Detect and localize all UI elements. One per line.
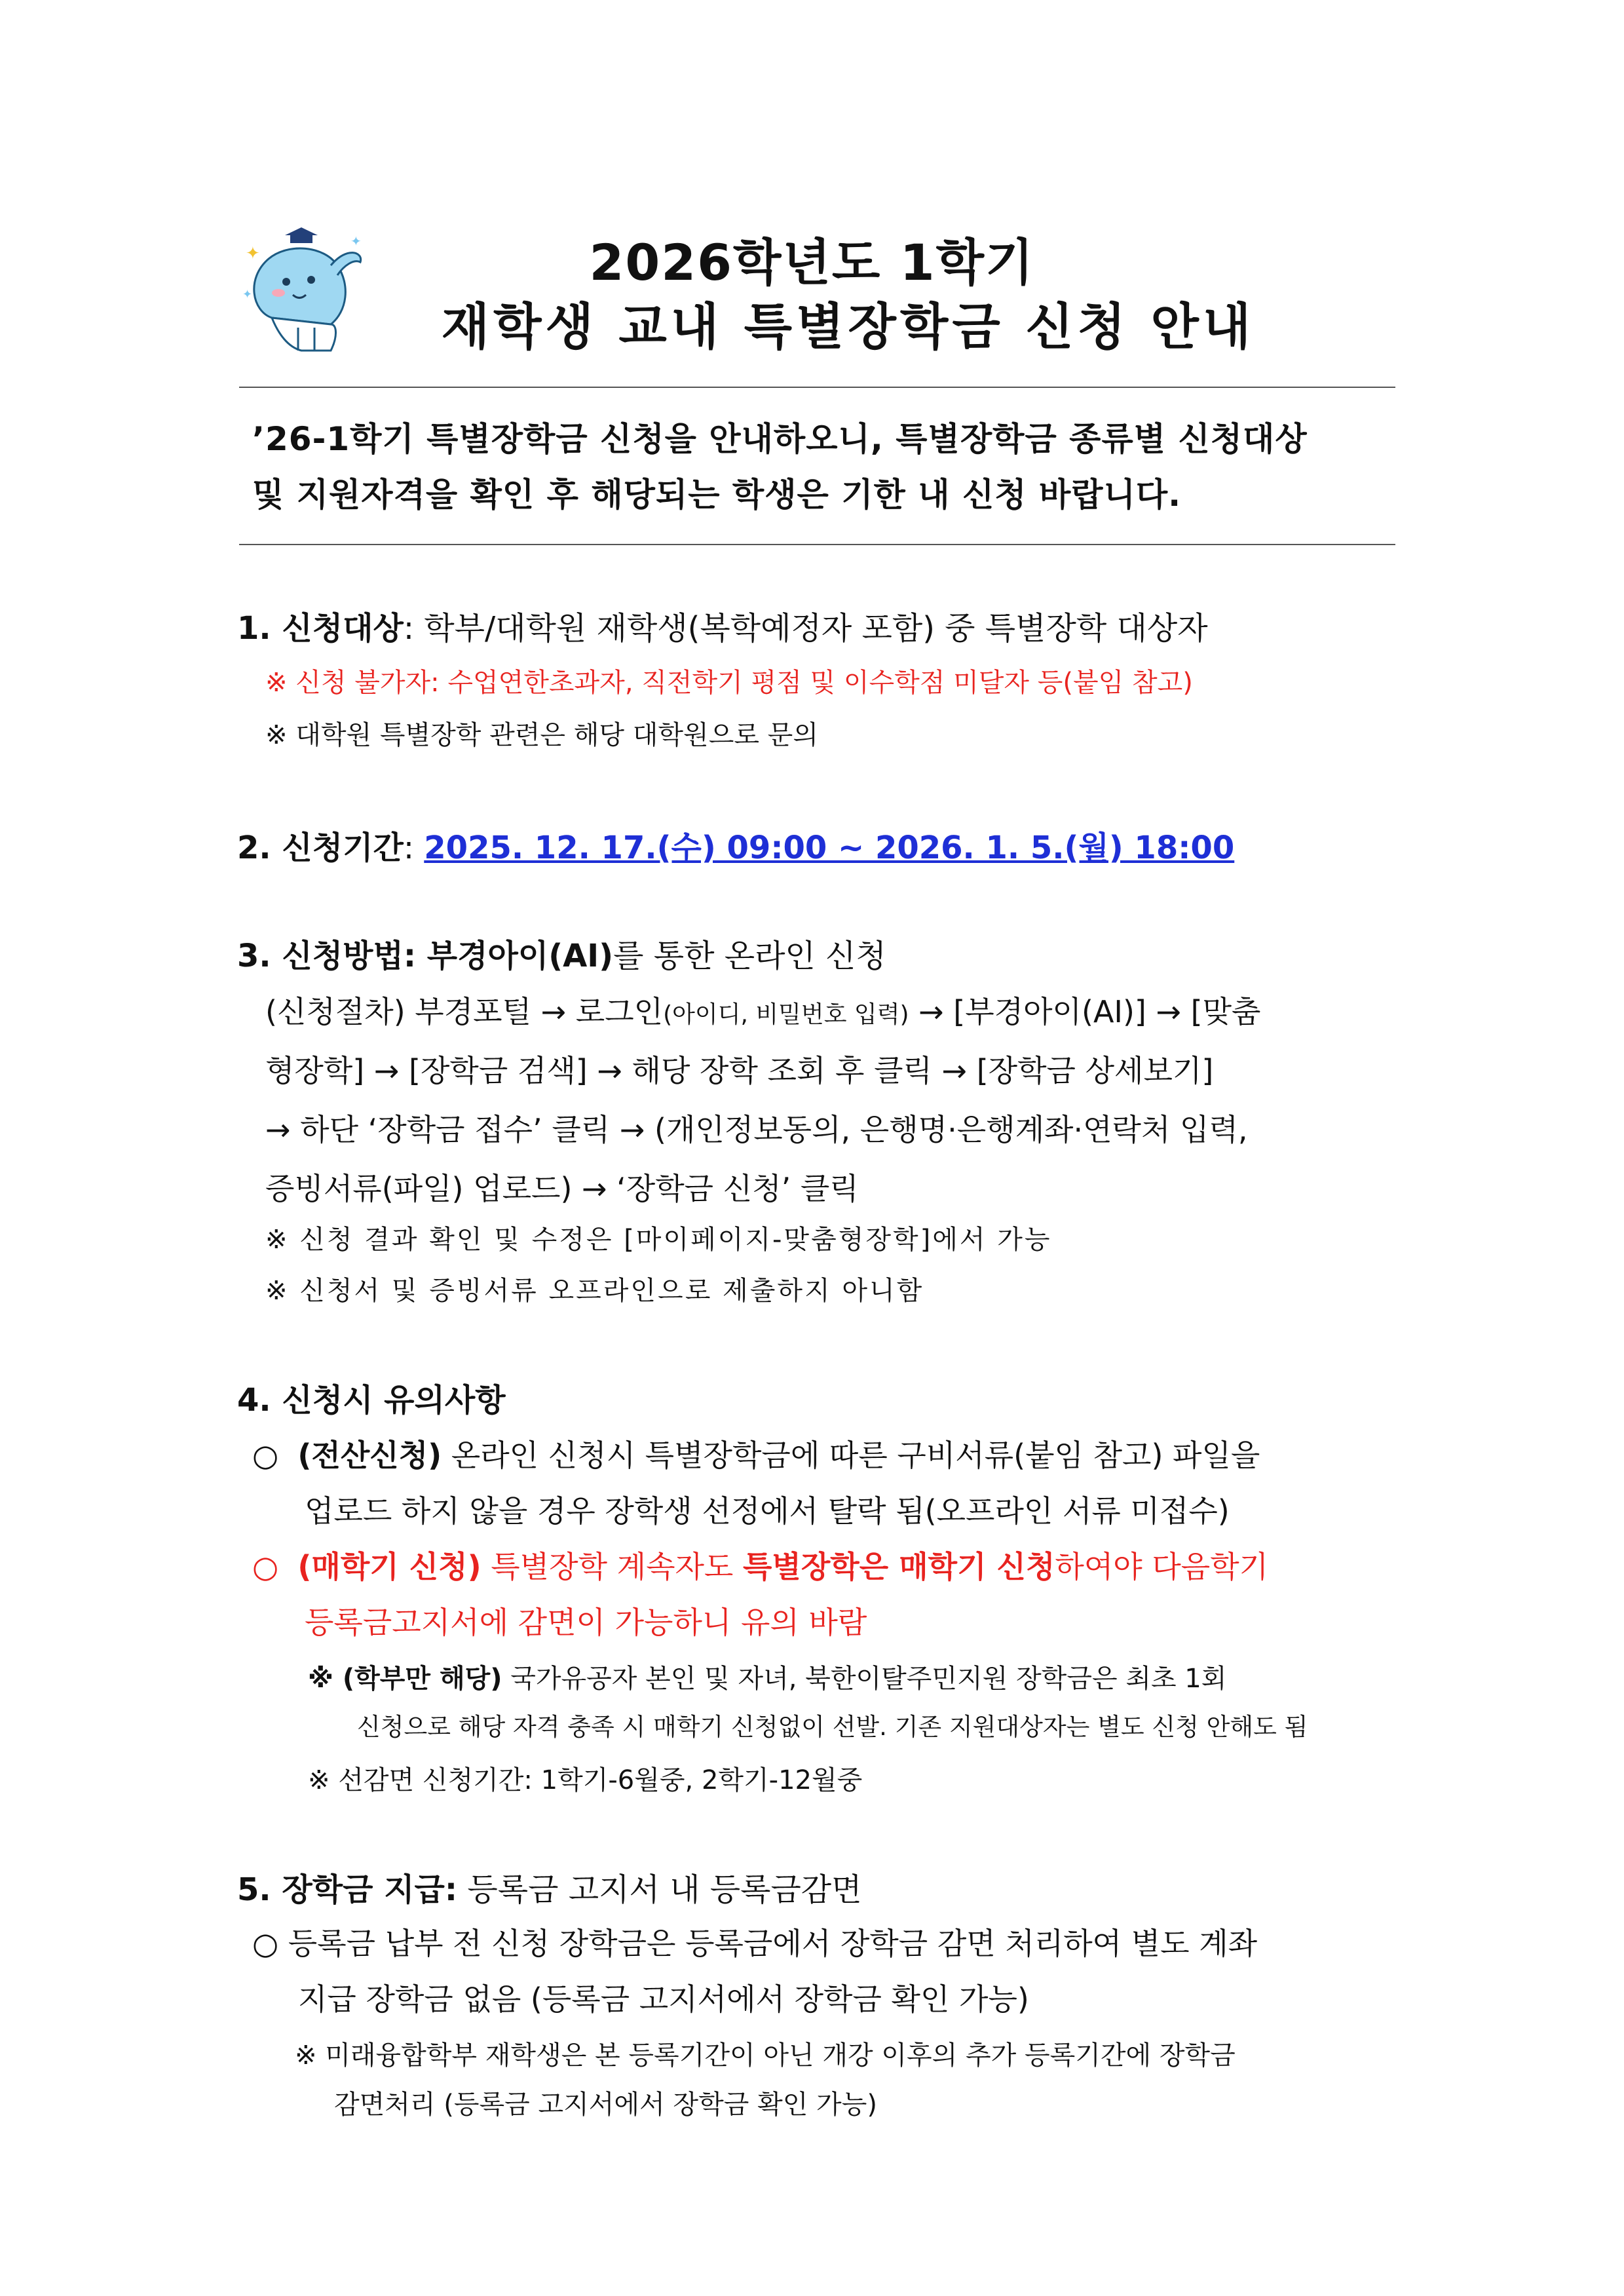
section-3-note-offline: ※ 신청서 및 증빙서류 오프라인으로 제출하지 아니함 (265, 1276, 924, 1306)
section-4-note-undergrad-line2: 신청으로 해당 자격 충족 시 매학기 신청없이 선발. 기존 지원대상자는 별도 신청 안해도 됨 (357, 1713, 1308, 1741)
section-5-text: 등록금 고지서 내 등록금감면 (457, 1871, 862, 1908)
svg-text:✦: ✦ (242, 288, 253, 301)
section-5-bullet-1-line2: 지급 장학금 없음 (등록금 고지서에서 장학금 확인 가능) (298, 1981, 1029, 2017)
svg-text:✦: ✦ (350, 233, 362, 249)
section-1-note-ineligible: ※ 신청 불가자: 수업연한초과자, 직전학기 평점 및 이수학점 미달자 등(붙임 참고) (265, 668, 1193, 698)
intro-line2: 및 지원자격을 확인 후 해당되는 학생은 기한 내 신청 바랍니다. (252, 476, 1182, 514)
section-4-note-period: ※ 선감면 신청기간: 1학기-6월중, 2학기-12월중 (308, 1765, 863, 1795)
page-title-line1: 2026학년도 1학기 (589, 233, 1035, 292)
section-5-bullet-1: ○ 등록금 납부 전 신청 장학금은 등록금에서 장학금 감면 처리하여 별도 계좌 (252, 1926, 1258, 1961)
section-1-text: : 학부/대학원 재학생(복학예정자 포함) 중 특별장학 대상자 (403, 610, 1208, 647)
application-period: 2025. 12. 17.(수) 09:00 ~ 2026. 1. 5.(월) 18:00 (424, 830, 1235, 866)
section-3-note-mypage: ※ 신청 결과 확인 및 수정은 [마이페이지-맞춤형장학]에서 가능 (265, 1225, 1052, 1255)
section-3 (237, 930, 886, 976)
procedure-line3: → 하단 ‘장학금 접수’ 클릭 → (개인정보동의, 은행명·은행계좌·연락처 입력, (265, 1112, 1248, 1147)
section-1-note-graduate: ※ 대학원 특별장학 관련은 해당 대학원으로 문의 (265, 720, 818, 750)
procedure-line1: (신청절차) 부경포털 → 로그인(아이디, 비밀번호 입력) → [부경아이(AI)] → [맞춤 (265, 994, 1261, 1029)
section-4-heading: 4. 신청시 유의사항 (237, 1382, 506, 1419)
section-2: 2. 신청기간: 2025. 12. 17.(수) 09:00 ~ 2026. 1. 5.(월) 18:00 (237, 830, 1235, 866)
divider-top (239, 387, 1395, 388)
section-1-heading: 1. 신청대상 (237, 610, 404, 647)
section-3-text: 를 통한 온라인 신청 (613, 938, 886, 974)
section-4-bullet-1-line2: 업로드 하지 않을 경우 장학생 선정에서 탈락 됨(오프라인 서류 미접수) (305, 1493, 1230, 1529)
bullet-circle-icon: ○ (252, 1549, 279, 1584)
section-5-note-line2: 감면처리 (등록금 고지서에서 장학금 확인 가능) (334, 2090, 877, 2120)
section-4-bullet-2: ○ (매학기 신청) 특별장학 계속자도 특별장학은 매학기 신청하여야 다음학기 (252, 1549, 1269, 1584)
page-title-line2: 재학생 교내 특별장학금 신청 안내 (441, 297, 1255, 356)
bullet-circle-icon: ○ (252, 1438, 279, 1473)
section-4-bullet-1: ○ (전산신청) 온라인 신청시 특별장학금에 따른 구비서류(붙임 참고) 파일을 (252, 1438, 1260, 1473)
svg-text:✦: ✦ (246, 244, 260, 263)
procedure-line4: 증빙서류(파일) 업로드) → ‘장학금 신청’ 클릭 (265, 1171, 859, 1206)
procedure-line2: 형장학] → [장학금 검색] → 해당 장학 조회 후 클릭 → [장학금 상세보기] (265, 1053, 1214, 1088)
divider-bottom (239, 544, 1395, 545)
section-5-heading: 5. 장학금 지급: (237, 1871, 458, 1908)
intro-line1: ’26-1학기 특별장학금 신청을 안내하오니, 특별장학금 종류별 신청대상 (252, 420, 1308, 458)
section-1 (237, 603, 1208, 648)
section-4-bullet-2-line2: 등록금고지서에 감면이 가능하니 유의 바람 (305, 1605, 867, 1640)
section-5-note: ※ 미래융합학부 재학생은 본 등록기간이 아닌 개강 이후의 추가 등록기간에 장학금 (295, 2040, 1236, 2071)
section-2-heading: 2. 신청기간 (237, 830, 404, 866)
section-4-note-undergrad: ※ (학부만 해당) 국가유공자 본인 및 자녀, 북한이탈주민지원 장학금은 최초 1회 (308, 1664, 1227, 1694)
section-3-heading: 3. 신청방법: 부경아이(AI) (237, 938, 614, 974)
section-5 (237, 1864, 862, 1909)
